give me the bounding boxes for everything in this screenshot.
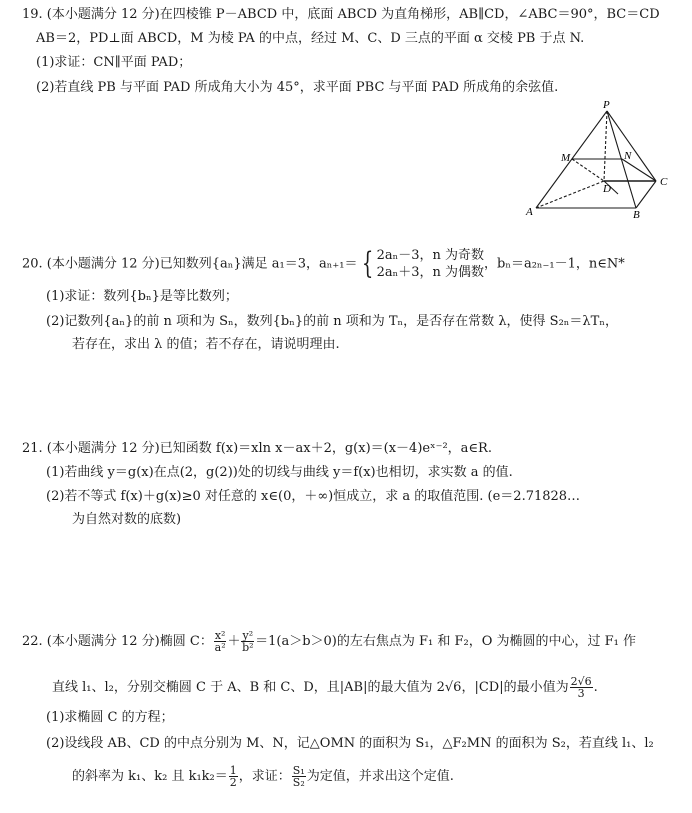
label-M: M [561, 152, 571, 164]
q21-stem: 21. (本小题满分 12 分)已知函数 f(x)＝xln x－ax＋2，g(x)＝(x－4)eˣ⁻²，a∈R. [22, 441, 492, 456]
label-P: P [603, 99, 610, 111]
q22-part1: (1)求椭圆 C 的方程； [46, 710, 174, 725]
fraction-2root6-3: $\frac{2√6}{3}$ [570, 675, 592, 700]
q20-suffix: ，bₙ＝a₂ₙ₋₁－1，n∈N* [484, 256, 625, 272]
q21-part1: (1)若曲线 y＝g(x)在点(2，g(2))处的切线与曲线 y＝f(x)也相切，求实数 a 的值. [46, 465, 513, 480]
q22-line2: 直线 l₁、l₂，分别交椭圆 C 于 A、B 和 C、D，且|AB|的最大值为 2√6，|CD|的最小值为 $\frac{2√6}{3}$ . [52, 675, 598, 700]
q20-prefix: 20. (本小题满分 12 分)已知数列{aₙ}满足 a₁＝3，aₙ₊₁＝ [22, 256, 358, 272]
pyramid-figure [0, 0, 692, 240]
q20-case-odd: 2aₙ－3，n 为奇数 [376, 248, 485, 263]
brace: { [361, 246, 373, 281]
q20-part2: (2)记数列{aₙ}的前 n 项和为 Sₙ，数列{bₙ}的前 n 项和为 Tₙ，是否存在常数 λ，使得 S₂ₙ＝λTₙ， [46, 314, 618, 329]
q22-stem: 22. (本小题满分 12 分)椭圆 C： $\frac{\text{x²}}{\text{a²}}$ ＋ $\frac{\text{y²}}{\text{b²}}$ ＝1(a＞b＞0)的左右焦点为 F₁ 和 F₂，O 为椭圆的中心，过 F₁ 作 [22, 629, 637, 654]
q19-stem-line2: AB＝2，PD⊥面 ABCD，M 为棱 PA 的中点，经过 M、C、D 三点的平面 α 交棱 PB 于点 N. [36, 31, 585, 46]
q20-part1: (1)求证：数列{bₙ}是等比数列； [46, 289, 238, 304]
label-D: D [603, 183, 611, 195]
q20-part2-cont: 若存在，求出 λ 的值；若不存在，请说明理由. [72, 337, 340, 352]
q22-prefix: 22. (本小题满分 12 分)椭圆 C： [22, 634, 213, 649]
q19-stem-line1: 19. (本小题满分 12 分)在四棱锥 P－ABCD 中，底面 ABCD 为直角梯形，AB∥CD，∠ABC＝90°，BC＝CD [22, 7, 660, 22]
q20-stem [22, 247, 625, 282]
fraction-1-2: $\frac{1}{2}$ [229, 764, 237, 789]
q21-part2: (2)若不等式 f(x)＋g(x)≥0 对任意的 x∈(0，＋∞)恒成立，求 a 的取值范围. (e＝2.71828… [46, 489, 581, 504]
q19-part2: (2)若直线 PB 与平面 PAD 所成角大小为 45°，求平面 PBC 与平面 PAD 所成角的余弦值. [36, 80, 559, 95]
q22-suffix: ＝1(a＞b＞0)的左右焦点为 F₁ 和 F₂，O 为椭圆的中心，过 F₁ 作 [255, 634, 637, 649]
label-B: B [633, 209, 640, 221]
q20-cases [377, 247, 484, 281]
q19-part1: (1)求证：CN∥平面 PAD； [36, 55, 192, 70]
label-C: C [660, 176, 668, 188]
fraction-y2-b2: $\frac{\text{y²}}{\text{b²}}$ [242, 629, 254, 654]
q22-part2-cont: 的斜率为 k₁、k₂ 且 k₁k₂＝ $\frac{1}{2}$ ，求证： $\frac{\text{S₁}}{\text{S₂}}$ 为定值，并求出这个定值. [72, 764, 454, 789]
label-N: N [624, 150, 632, 162]
label-A: A [526, 206, 533, 218]
q21-part2-cont: 为自然对数的底数) [72, 512, 182, 527]
fraction-x2-a2: $\frac{\text{x²}}{\text{a²}}$ [214, 629, 226, 654]
fraction-s1-s2: $\frac{\text{S₁}}{\text{S₂}}$ [292, 764, 305, 789]
q20-case-even: 2aₙ＋3，n 为偶数 [376, 265, 485, 280]
q22-part2: (2)设线段 AB、CD 的中点分别为 M、N，记△OMN 的面积为 S₁，△F₂MN 的面积为 S₂，若直线 l₁、l₂ [46, 736, 654, 751]
